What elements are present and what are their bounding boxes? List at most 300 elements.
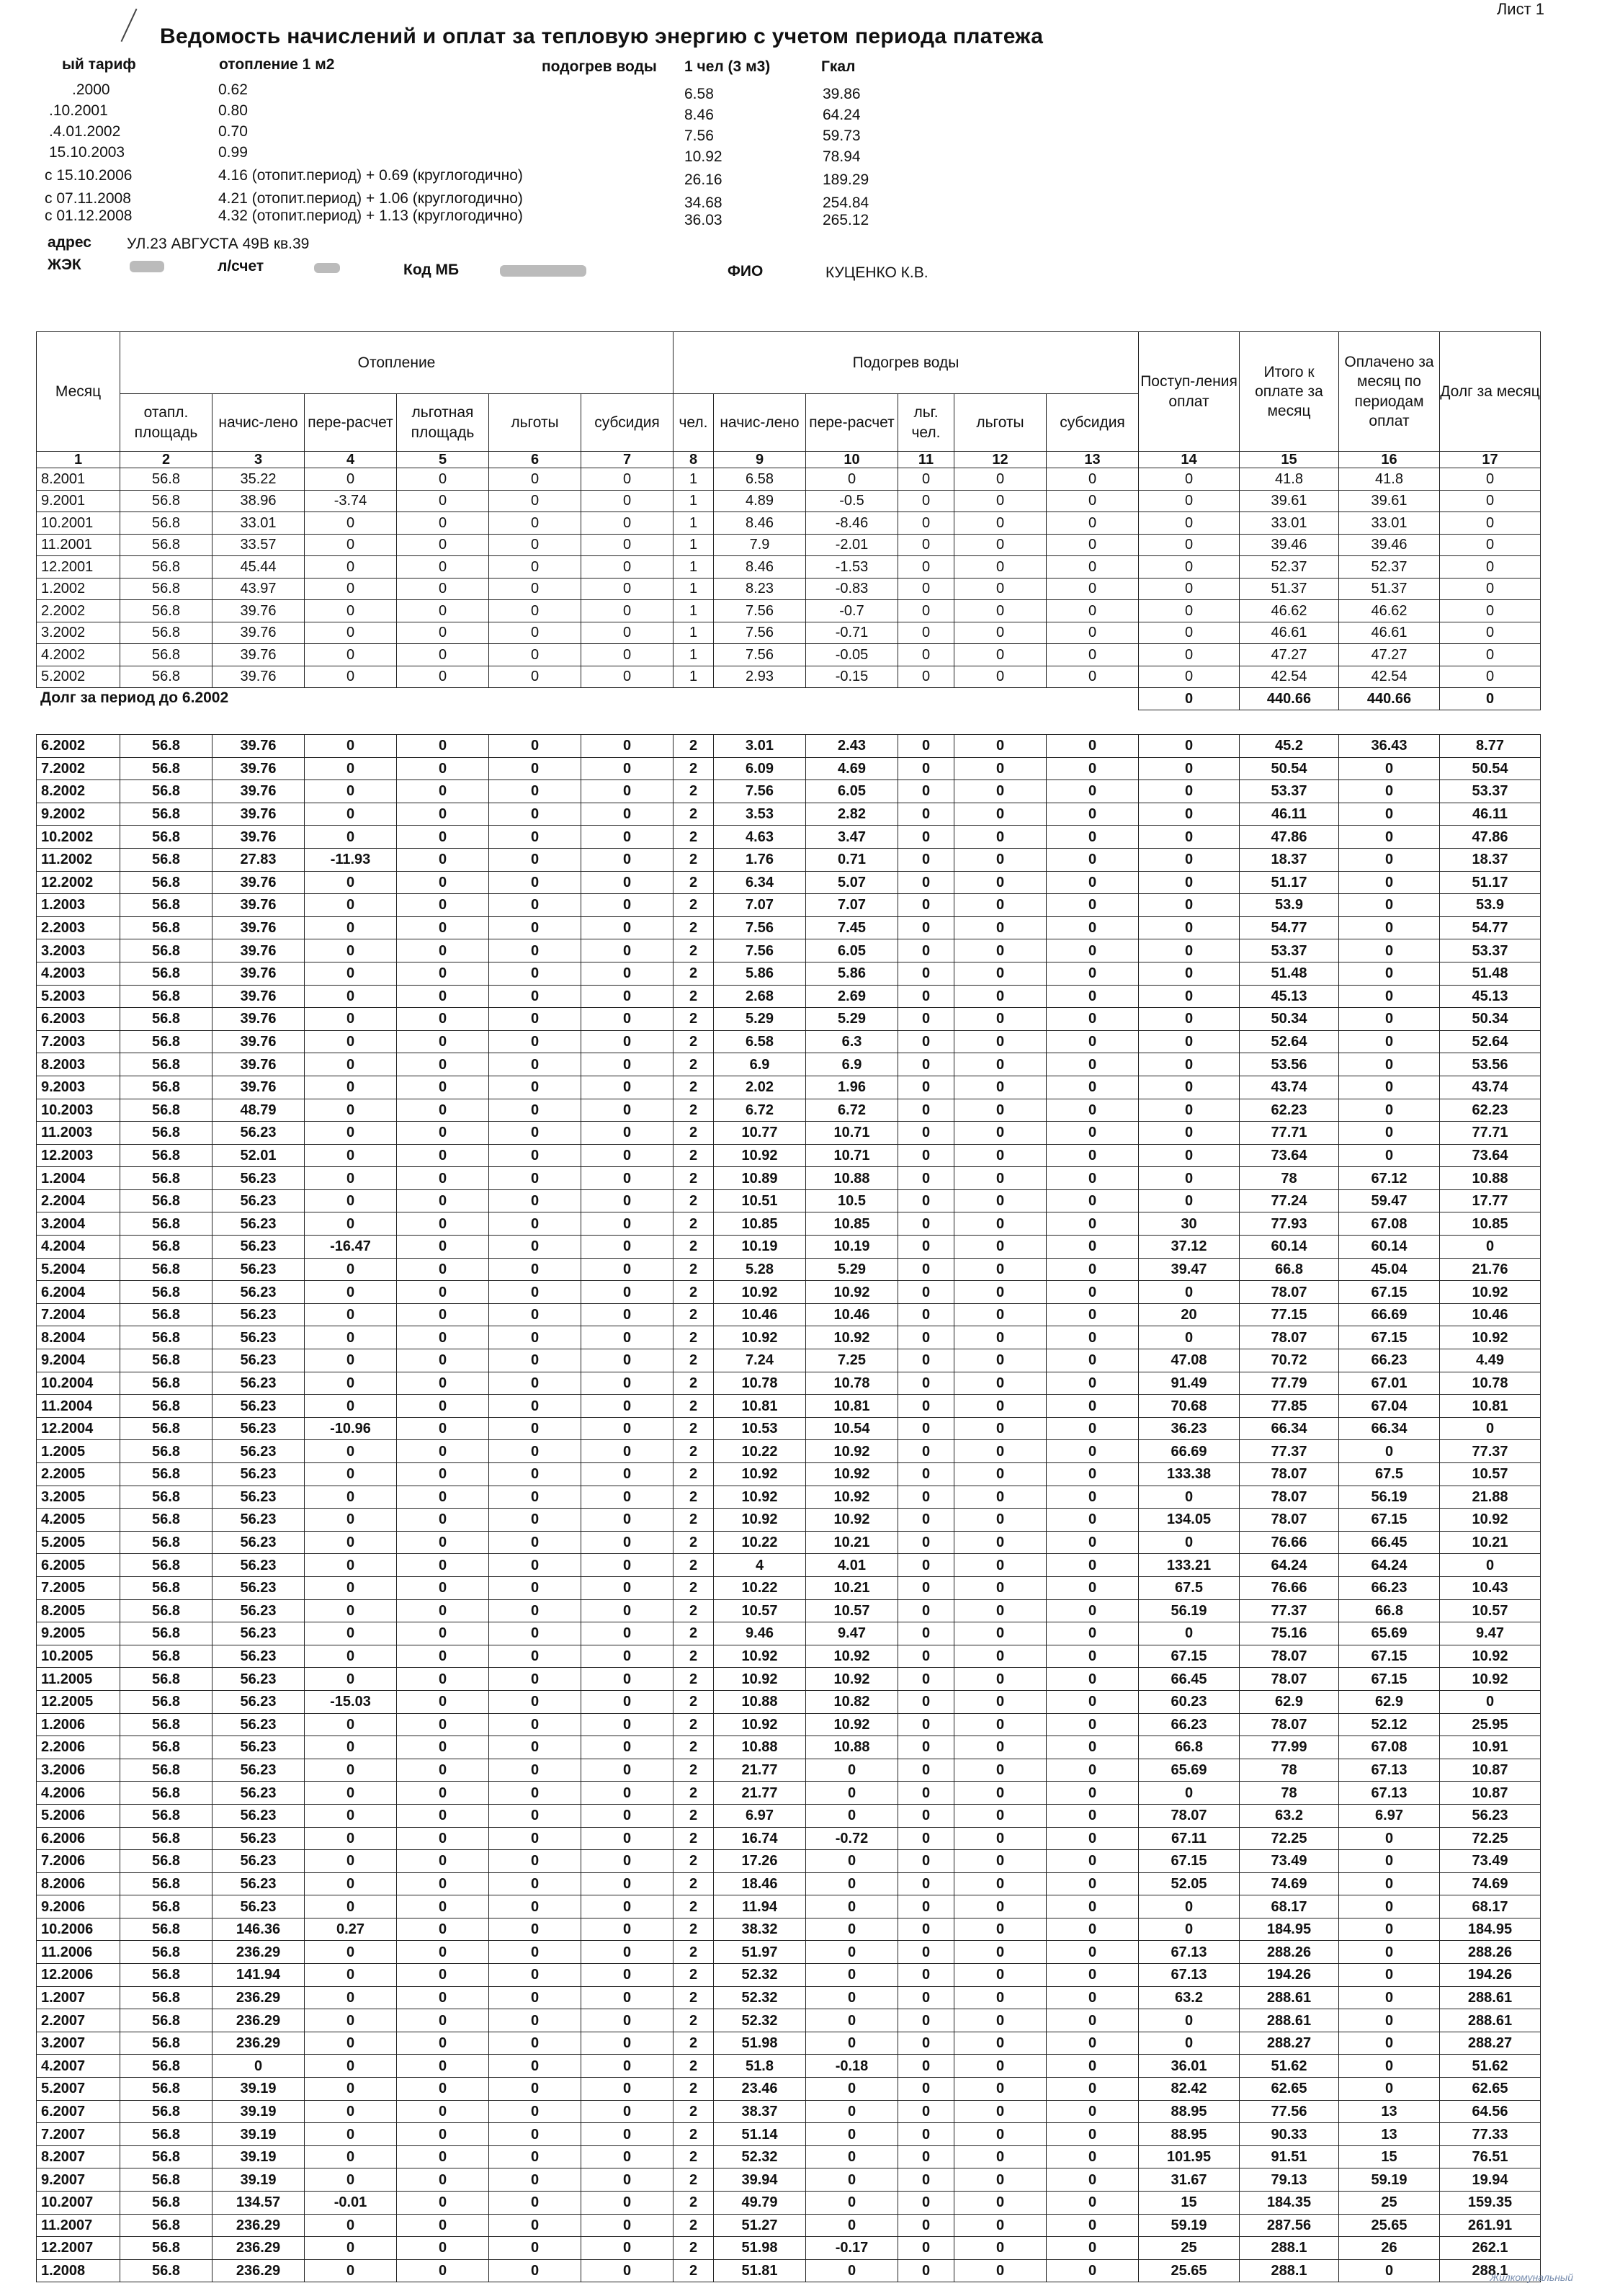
cell-value: 0 (898, 916, 954, 939)
cell-value: 0 (1139, 1167, 1240, 1190)
cell-value: 0 (489, 1099, 581, 1122)
table-row (37, 556, 1541, 579)
cell-value: 0 (1339, 2032, 1440, 2055)
cell-value: 0 (1139, 916, 1240, 939)
cell-value: 47.27 (1339, 644, 1440, 666)
table-row (37, 1076, 1541, 1099)
cell-value: 67.13 (1139, 1964, 1240, 1987)
cell-value: 0 (397, 2055, 489, 2078)
mb-redacted (500, 262, 586, 280)
cell-value: 0 (1339, 962, 1440, 985)
cell-value: 0 (954, 1030, 1047, 1053)
cell-value: 0 (898, 512, 954, 535)
cell-value: 6.05 (806, 939, 898, 962)
cell-value: 77.37 (1240, 1440, 1339, 1463)
cell-value: 0 (1339, 871, 1440, 894)
col-heat-subsidy: субсидия (581, 394, 674, 452)
cell-value: 0 (397, 1303, 489, 1326)
cell-month: 11.2006 (37, 1941, 120, 1964)
cell-value: 261.91 (1440, 2214, 1541, 2237)
cell-value: 10.92 (714, 1326, 806, 1349)
cell-value: 0 (898, 1576, 954, 1599)
cell-value: 0 (806, 2123, 898, 2146)
cell-value: 288.1 (1240, 2259, 1339, 2282)
cell-value: 53.37 (1440, 780, 1541, 803)
cell-value: 73.64 (1240, 1144, 1339, 1167)
cell-value: 10.82 (806, 1690, 898, 1713)
cell-value: 11.94 (714, 1895, 806, 1918)
cell-value: 0 (581, 1827, 674, 1850)
cell-value: 2 (674, 962, 714, 985)
cell-value: 77.33 (1440, 2123, 1541, 2146)
cell-value: 0 (489, 1326, 581, 1349)
cell-value: 0 (489, 1122, 581, 1145)
cell-value: 56.8 (120, 2032, 212, 2055)
cell-value: 62.65 (1240, 2078, 1339, 2101)
cell-value: 0 (1047, 1554, 1139, 1577)
cell-value: 0 (489, 2009, 581, 2032)
cell-value: 1.76 (714, 848, 806, 871)
cell-value: -0.72 (806, 1827, 898, 1850)
cell-value: 0 (1139, 556, 1240, 579)
cell-value: 0 (954, 848, 1047, 871)
cell-value: 0 (954, 2259, 1047, 2282)
cell-value: 59.47 (1339, 1189, 1440, 1212)
cell-month: 9.2005 (37, 1622, 120, 1645)
table-row (37, 2032, 1541, 2055)
cell-value: 0 (397, 1008, 489, 1031)
cell-value: 67.13 (1339, 1759, 1440, 1782)
cell-value: -0.83 (806, 578, 898, 600)
cell-value: 0 (1339, 2259, 1440, 2282)
cell-value: 288.61 (1440, 1986, 1541, 2009)
cell-value: 2.02 (714, 1076, 806, 1099)
cell-value: 10.71 (806, 1122, 898, 1145)
table-row (37, 1964, 1541, 1987)
cell-value: 50.54 (1440, 757, 1541, 780)
cell-value: 0 (898, 1804, 954, 1827)
cell-value: 10.78 (806, 1372, 898, 1395)
cell-value: 10.88 (806, 1167, 898, 1190)
cell-value: 7.56 (714, 622, 806, 644)
cell-value: 0 (1047, 512, 1139, 535)
cell-value: 0 (305, 1167, 397, 1190)
cell-value: 0 (898, 2078, 954, 2101)
cell-value: 0 (489, 2145, 581, 2168)
cell-value: 46.62 (1240, 600, 1339, 622)
cell-value: 56.8 (120, 1349, 212, 1372)
cell-value: 56.23 (212, 1554, 305, 1577)
cell-value: 0 (581, 1599, 674, 1622)
cell-month: 4.2004 (37, 1236, 120, 1259)
watermark: Жилкомунальный (1490, 2272, 1573, 2283)
cell-value: 52.64 (1440, 1030, 1541, 1053)
tariff-gcal: 254.84 (823, 195, 869, 211)
cell-value: 56.8 (120, 1053, 212, 1076)
cell-value: 0 (898, 2168, 954, 2192)
cell-month: 3.2004 (37, 1212, 120, 1236)
cell-month: 9.2003 (37, 1076, 120, 1099)
cell-value: 56.23 (212, 1349, 305, 1372)
cell-value: 0 (1047, 1872, 1139, 1895)
cell-value: 2 (674, 1463, 714, 1486)
cell-value: 0 (806, 1895, 898, 1918)
table-row (37, 1736, 1541, 1759)
cell-value: -16.47 (305, 1236, 397, 1259)
cell-value: 0 (397, 1554, 489, 1577)
cell-value: 10.19 (714, 1236, 806, 1259)
cell-value: 0 (954, 1713, 1047, 1736)
cell-value: 0 (581, 1076, 674, 1099)
cell-value: 0 (1139, 803, 1240, 826)
cell-value: 56.8 (120, 1076, 212, 1099)
cell-value: 0 (581, 1918, 674, 1941)
table-row (37, 780, 1541, 803)
cell-value: 2 (674, 1122, 714, 1145)
cell-value: 0 (305, 1008, 397, 1031)
cell-value: 0 (1139, 666, 1240, 688)
cell-value: 0 (581, 644, 674, 666)
pen-mark (121, 9, 138, 42)
cell-value: 0 (489, 894, 581, 917)
cell-value: 2 (674, 1941, 714, 1964)
cell-value: 0 (1139, 1782, 1240, 1805)
cell-value: 1 (674, 622, 714, 644)
cell-value: 0 (581, 1417, 674, 1440)
cell-value: 0 (898, 1782, 954, 1805)
cell-value: 0 (898, 1030, 954, 1053)
cell-value: 56.23 (212, 1872, 305, 1895)
column-number: 4 (305, 452, 397, 468)
cell-value: 82.42 (1139, 2078, 1240, 2101)
cell-value: 0 (954, 1417, 1047, 1440)
cell-value: 0 (806, 2032, 898, 2055)
cell-value: 62.9 (1339, 1690, 1440, 1713)
cell-value: 0 (898, 622, 954, 644)
cell-value: 0 (581, 1326, 674, 1349)
cell-value: 0 (305, 1986, 397, 2009)
cell-value: 2.93 (714, 666, 806, 688)
cell-value: 0 (954, 2168, 1047, 2192)
cell-value: 4.89 (714, 490, 806, 512)
cell-value: 0 (806, 2009, 898, 2032)
cell-value: 42.54 (1339, 666, 1440, 688)
cell-value: 10.89 (714, 1167, 806, 1190)
cell-value: 0 (1339, 1895, 1440, 1918)
cell-value: 52.37 (1339, 556, 1440, 579)
cell-value: 0 (898, 1281, 954, 1304)
table-row (37, 1281, 1541, 1304)
cell-value: 67.5 (1139, 1576, 1240, 1599)
cell-value: 50.54 (1240, 757, 1339, 780)
cell-value: 0 (305, 1964, 397, 1987)
cell-value: 236.29 (212, 2237, 305, 2260)
cell-value: 0 (305, 1395, 397, 1418)
cell-value: 0 (1047, 1167, 1139, 1190)
cell-value: 0 (1047, 1099, 1139, 1122)
cell-value: 0 (1047, 622, 1139, 644)
cell-value: 6.09 (714, 757, 806, 780)
col-water-recalc: пере-расчет (806, 394, 898, 452)
cell-value: 236.29 (212, 2032, 305, 2055)
cell-value: 0 (397, 2145, 489, 2168)
cell-value: 10.92 (806, 1645, 898, 1668)
cell-value: 5.28 (714, 1258, 806, 1281)
cell-value: 0 (1047, 757, 1139, 780)
cell-month: 11.2002 (37, 848, 120, 871)
cell-value: 0 (1047, 1417, 1139, 1440)
cell-value: 66.69 (1139, 1440, 1240, 1463)
cell-value: 141.94 (212, 1964, 305, 1987)
cell-value: 0 (397, 2259, 489, 2282)
cell-value: 56.23 (212, 1236, 305, 1259)
cell-value: 6.58 (714, 468, 806, 491)
cell-value: 56.23 (212, 1599, 305, 1622)
cell-value: 10.85 (714, 1212, 806, 1236)
cell-value: 56.8 (120, 1326, 212, 1349)
cell-value: 56.8 (120, 2168, 212, 2192)
cell-value: 0 (581, 871, 674, 894)
cell-value: 0 (489, 1850, 581, 1873)
cell-value: 0 (898, 2100, 954, 2123)
cell-month: 5.2007 (37, 2078, 120, 2101)
cell-value: 236.29 (212, 2214, 305, 2237)
cell-value: 1 (674, 490, 714, 512)
cell-value: 0 (397, 939, 489, 962)
cell-value: 1 (674, 578, 714, 600)
cell-value: -8.46 (806, 512, 898, 535)
cell-value: 13 (1339, 2123, 1440, 2146)
cell-value: 287.56 (1240, 2214, 1339, 2237)
cell-value: 0 (898, 1053, 954, 1076)
cell-value: 56.23 (212, 1531, 305, 1554)
cell-value: 51.37 (1240, 578, 1339, 600)
cell-value: 10.92 (1440, 1281, 1541, 1304)
cell-value: 0 (1047, 556, 1139, 579)
cell-value: 39.76 (212, 622, 305, 644)
cell-value: 262.1 (1440, 2237, 1541, 2260)
cell-value: 0 (581, 1645, 674, 1668)
cell-value: 51.62 (1440, 2055, 1541, 2078)
table-row (37, 803, 1541, 826)
cell-value: 0 (489, 534, 581, 556)
cell-value: 0 (1047, 1486, 1139, 1509)
cell-value: 0 (898, 2032, 954, 2055)
cell-value: 0 (397, 1941, 489, 1964)
cell-value: 288.27 (1440, 2032, 1541, 2055)
cell-value: 0 (581, 1463, 674, 1486)
column-number: 15 (1240, 452, 1339, 468)
cell-value: 51.8 (714, 2055, 806, 2078)
cell-value: 0 (305, 1326, 397, 1349)
cell-value: 0 (1047, 962, 1139, 985)
tariff-date: с 07.11.2008 (45, 190, 131, 207)
cell-value: 0 (954, 803, 1047, 826)
cell-value: 0 (305, 2100, 397, 2123)
cell-value: 0 (1339, 916, 1440, 939)
cell-value: 0 (489, 1804, 581, 1827)
cell-value: 0 (954, 1736, 1047, 1759)
cell-value: 0 (1047, 2078, 1139, 2101)
cell-value: -0.5 (806, 490, 898, 512)
cell-value: 77.93 (1240, 1212, 1339, 1236)
cell-value: 0 (305, 622, 397, 644)
cell-value: 0 (898, 1099, 954, 1122)
cell-value: 39.76 (212, 1053, 305, 1076)
cell-value: 2 (674, 1872, 714, 1895)
cell-month: 8.2005 (37, 1599, 120, 1622)
cell-value: 77.71 (1440, 1122, 1541, 1145)
cell-value: 56.8 (120, 916, 212, 939)
summary-cell: 0 (1139, 688, 1240, 710)
table-row (37, 1668, 1541, 1691)
cell-value: 0 (1139, 512, 1240, 535)
cell-value: 0 (305, 534, 397, 556)
cell-value: 56.8 (120, 1486, 212, 1509)
cell-value: 0 (1139, 1486, 1240, 1509)
cell-value: 0 (1047, 2168, 1139, 2192)
cell-value: 0 (898, 2123, 954, 2146)
cell-value: 0 (898, 1212, 954, 1236)
cell-value: 0 (581, 2009, 674, 2032)
cell-value: 10.51 (714, 1189, 806, 1212)
cell-value: 10.81 (806, 1395, 898, 1418)
cell-value: 56.8 (120, 985, 212, 1008)
cell-value: 3.47 (806, 826, 898, 849)
cell-value: 51.14 (714, 2123, 806, 2146)
table-row (37, 1759, 1541, 1782)
cell-value: 0 (397, 1395, 489, 1418)
cell-value: 53.37 (1240, 780, 1339, 803)
cell-value: 56.8 (120, 1964, 212, 1987)
cell-value: 0 (954, 1008, 1047, 1031)
cell-value: 52.32 (714, 2009, 806, 2032)
tariff-person: 10.92 (684, 148, 722, 165)
cell-value: 10.21 (806, 1576, 898, 1599)
cell-value: 0 (397, 894, 489, 917)
cell-value: 2 (674, 1189, 714, 1212)
cell-value: 1 (674, 644, 714, 666)
table-row (37, 1053, 1541, 1076)
cell-value: 0 (1047, 1804, 1139, 1827)
cell-value: 0 (489, 871, 581, 894)
cell-value: 0 (954, 578, 1047, 600)
cell-value: 62.23 (1440, 1099, 1541, 1122)
cell-value: 0 (397, 1144, 489, 1167)
cell-value: 0 (397, 622, 489, 644)
cell-value: 10.92 (714, 1463, 806, 1486)
cell-value: 0 (1047, 1326, 1139, 1349)
cell-value: 42.54 (1240, 666, 1339, 688)
cell-value: 56.23 (212, 1212, 305, 1236)
cell-value: 0 (954, 2192, 1047, 2215)
cell-value: 0 (397, 2078, 489, 2101)
cell-value: 10.22 (714, 1576, 806, 1599)
cell-value: 0 (1339, 1008, 1440, 1031)
cell-value: 0 (489, 1030, 581, 1053)
cell-value: 0 (1139, 939, 1240, 962)
table-row (37, 1417, 1541, 1440)
tariff-date: с 15.10.2006 (45, 167, 133, 184)
col-group-water: Подогрев воды (674, 332, 1139, 394)
cell-value: 10.87 (1440, 1782, 1541, 1805)
cell-value: 0 (1047, 1349, 1139, 1372)
cell-month: 12.2001 (37, 556, 120, 579)
cell-value: 56.8 (120, 939, 212, 962)
cell-value: 0 (1047, 1144, 1139, 1167)
cell-month: 4.2002 (37, 644, 120, 666)
cell-value: 0 (305, 1531, 397, 1554)
cell-value: 17.77 (1440, 1189, 1541, 1212)
cell-value: 67.12 (1339, 1167, 1440, 1190)
cell-value: 70.68 (1139, 1395, 1240, 1418)
cell-value: 0 (305, 826, 397, 849)
cell-value: 0 (1440, 534, 1541, 556)
cell-value: 10.57 (714, 1599, 806, 1622)
cell-value: 0 (1339, 848, 1440, 871)
cell-month: 10.2006 (37, 1918, 120, 1941)
cell-value: 0 (397, 600, 489, 622)
cell-value: 10.92 (1440, 1668, 1541, 1691)
cell-value: 0 (954, 2055, 1047, 2078)
cell-value: 56.23 (212, 1827, 305, 1850)
cell-value: 5.29 (714, 1008, 806, 1031)
table-row (37, 1212, 1541, 1236)
cell-value: 10.71 (806, 1144, 898, 1167)
cell-value: 0 (1047, 2009, 1139, 2032)
cell-value: 0 (581, 1690, 674, 1713)
cell-month: 7.2002 (37, 757, 120, 780)
cell-value: 78.07 (1139, 1804, 1240, 1827)
cell-value: 0 (1139, 622, 1240, 644)
cell-value: 68.17 (1440, 1895, 1541, 1918)
cell-value: 51.17 (1240, 871, 1339, 894)
cell-value: 0 (581, 1986, 674, 2009)
cell-value: 56.8 (120, 666, 212, 688)
cell-value: 56.8 (120, 534, 212, 556)
cell-value: 0 (397, 1258, 489, 1281)
cell-value: 10.57 (1440, 1463, 1541, 1486)
cell-value: 56.8 (120, 1576, 212, 1599)
cell-value: 56.8 (120, 600, 212, 622)
cell-value: 0 (397, 1463, 489, 1486)
summary-row (37, 688, 1541, 710)
cell-value: 2 (674, 1736, 714, 1759)
cell-value: 0 (489, 490, 581, 512)
cell-value: 91.49 (1139, 1372, 1240, 1395)
cell-value: 0 (489, 578, 581, 600)
cell-value: 10.78 (1440, 1372, 1541, 1395)
cell-value: 78.07 (1240, 1509, 1339, 1532)
cell-value: 0 (489, 1531, 581, 1554)
cell-value: 67.15 (1139, 1850, 1240, 1873)
cell-value: 0 (898, 534, 954, 556)
cell-value: 0 (898, 1622, 954, 1645)
cell-value: 0 (581, 1258, 674, 1281)
cell-value: 0 (397, 1212, 489, 1236)
cell-value: 0 (581, 578, 674, 600)
cell-month: 9.2007 (37, 2168, 120, 2192)
tariff-gcal: 64.24 (823, 107, 861, 123)
cell-value: 2 (674, 1076, 714, 1099)
cell-value: 64.24 (1240, 1554, 1339, 1577)
cell-month: 6.2007 (37, 2100, 120, 2123)
cell-value: 6.34 (714, 871, 806, 894)
cell-value: 2 (674, 848, 714, 871)
cell-value: 0 (954, 1895, 1047, 1918)
cell-value: 56.8 (120, 644, 212, 666)
cell-value: 0 (954, 490, 1047, 512)
